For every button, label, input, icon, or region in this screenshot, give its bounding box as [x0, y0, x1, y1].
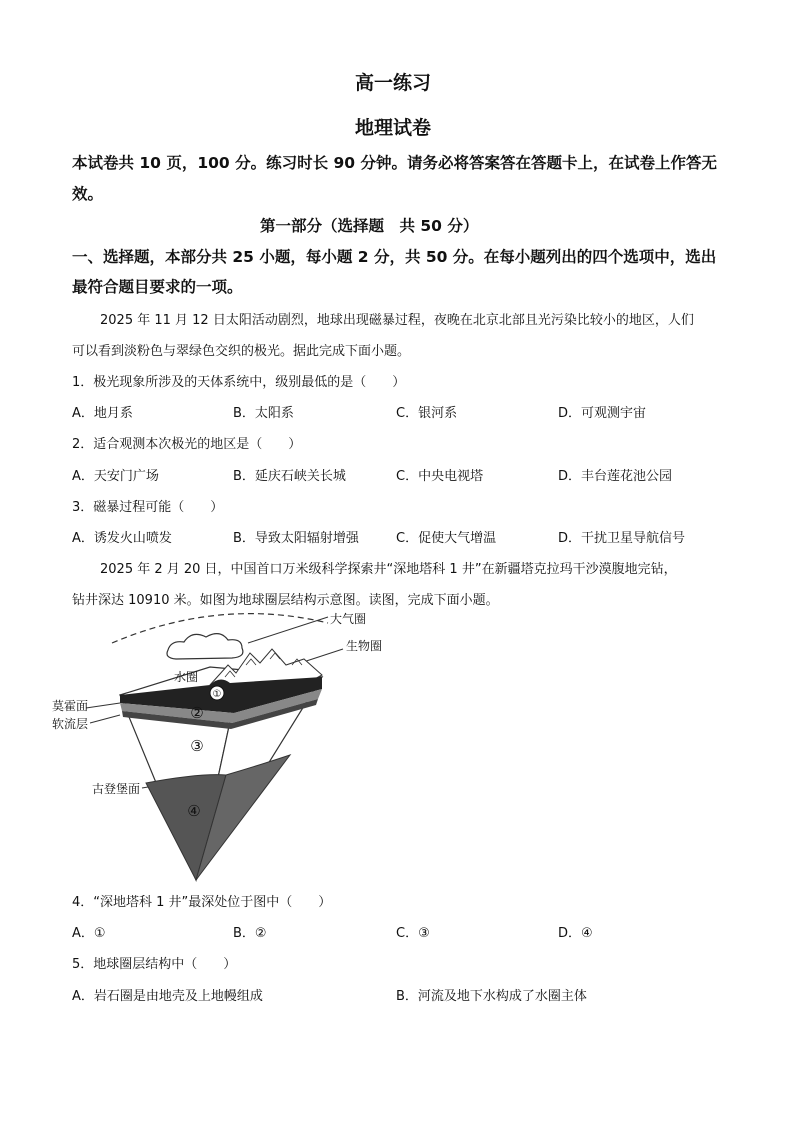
question-5-option-a[interactable]: A．岩石圈是由地壳及上地幔组成: [72, 989, 263, 1004]
question-1-option-c[interactable]: C．银河系: [396, 406, 458, 421]
question-3-option-c[interactable]: C．促使大气增温: [396, 531, 497, 546]
instructions-line1: 本试卷共 10 页，100 分。练习时长 90 分钟。请务必将答案答在答题卡上，在试卷上作答无: [72, 154, 717, 172]
exam-title: 高一练习: [355, 72, 432, 94]
cloud-icon: [167, 634, 243, 659]
marker-2: ②: [190, 704, 204, 722]
question-5-option-b[interactable]: B．河流及地下水构成了水圈主体: [396, 989, 587, 1004]
question-2-option-a[interactable]: A．天安门广场: [72, 469, 159, 484]
label-gutenberg: 古登堡面: [92, 782, 141, 796]
svg-text:①: ①: [212, 689, 222, 700]
question-2-option-c[interactable]: C．中央电视塔: [396, 469, 484, 484]
material1-line2: 可以看到淡粉色与翠绿色交织的极光。据此完成下面小题。: [72, 344, 411, 359]
label-moho: 莫霍面: [52, 699, 89, 713]
question-3-option-d[interactable]: D．干扰卫星导航信号: [558, 531, 686, 546]
exam-subtitle: 地理试卷: [355, 117, 432, 139]
question-4-stem: 4．“深地塔科 1 井”最深处位于图中（ ）: [72, 895, 332, 910]
label-asthenosphere: 软流层: [52, 717, 89, 731]
label-hydrosphere: 水圈: [174, 670, 199, 684]
marker-1: [210, 686, 224, 700]
instructions-line2: 效。: [72, 185, 104, 203]
label-biosphere: 生物圈: [346, 639, 383, 653]
question-1-stem: 1．极光现象所涉及的天体系统中，级别最低的是（ ）: [72, 375, 406, 390]
question-1-option-a[interactable]: A．地月系: [72, 406, 133, 421]
material1-line1: 2025 年 11 月 12 日太阳活动剧烈，地球出现磁暴过程，夜晚在北京北部且光污染比较小的地区，人们: [100, 313, 694, 328]
question-3-stem: 3．磁暴过程可能（ ）: [72, 500, 224, 515]
question-2-option-d[interactable]: D．丰台莲花池公园: [558, 469, 673, 484]
material2-line1: 2025 年 2 月 20 日，中国首口万米级科学探索井“深地塔科 1 井”在新疆塔克拉玛干沙漠腹地完钻，: [100, 562, 677, 577]
question-3-option-b[interactable]: B．导致太阳辐射增强: [233, 531, 359, 546]
question-1-option-d[interactable]: D．可观测宇宙: [558, 406, 647, 421]
asthenosphere-leader: [90, 715, 120, 723]
question-4-option-d[interactable]: D．④: [558, 926, 593, 941]
question-4-option-b[interactable]: B．②: [233, 926, 267, 941]
question-4-option-c[interactable]: C．③: [396, 926, 430, 941]
section-instruction-line2: 最符合题目要求的一项。: [72, 278, 243, 296]
material2-line2: 钻井深达 10910 米。如图为地球圈层结构示意图。读图，完成下面小题。: [72, 593, 499, 608]
question-1-option-b[interactable]: B．太阳系: [233, 406, 294, 421]
part-title: 第一部分（选择题 共 50 分）: [260, 217, 479, 235]
atmosphere-leader: [248, 617, 328, 643]
question-2-option-b[interactable]: B．延庆石峡关长城: [233, 469, 346, 484]
moho-leader: [86, 703, 120, 708]
question-4-option-a[interactable]: A．①: [72, 926, 106, 941]
earth-sphere-diagram: [52, 605, 400, 885]
question-3-option-a[interactable]: A．诱发火山喷发: [72, 531, 172, 546]
marker-4: ④: [187, 802, 201, 820]
marker-3: ③: [190, 737, 204, 755]
question-2-stem: 2．适合观测本次极光的地区是（ ）: [72, 437, 302, 452]
label-atmosphere: 大气圈: [330, 612, 367, 626]
section-instruction-line1: 一、选择题，本部分共 25 小题，每小题 2 分，共 50 分。在每小题列出的四个选项中，选出: [72, 248, 717, 266]
question-5-stem: 5．地球圈层结构中（ ）: [72, 957, 237, 972]
